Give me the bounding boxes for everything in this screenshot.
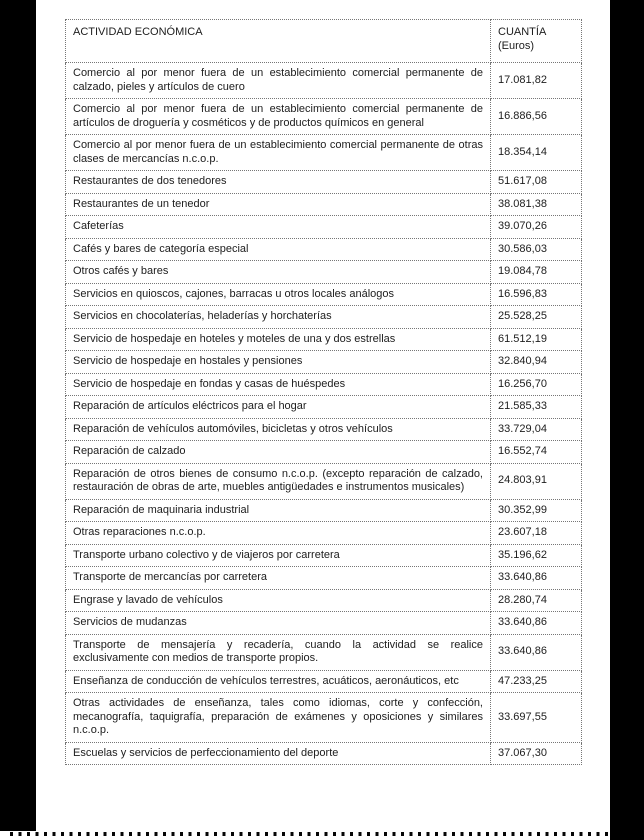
- table-header: [66, 20, 582, 63]
- activity-cell: Otras reparaciones n.c.o.p.: [66, 522, 491, 545]
- table-body: [66, 63, 582, 765]
- activity-cell: Servicio de hospedaje en hostales y pensiones: [66, 351, 491, 374]
- activity-cell: Restaurantes de un tenedor: [66, 193, 491, 216]
- activity-cell: Restaurantes de dos tenedores: [66, 171, 491, 194]
- table-row: [66, 544, 582, 567]
- activity-cell: Servicio de hospedaje en fondas y casas de huéspedes: [66, 373, 491, 396]
- activity-cell: Transporte de mensajería y recadería, cuando la actividad se realice exclusivamente con medios de transporte propios.: [66, 634, 491, 670]
- activity-cell: Servicios en quioscos, cajones, barracas u otros locales análogos: [66, 283, 491, 306]
- table-row: [66, 634, 582, 670]
- amount-cell: 32.840,94: [491, 351, 582, 374]
- activity-cell: Transporte urbano colectivo y de viajeros por carretera: [66, 544, 491, 567]
- activity-cell: Otros cafés y bares: [66, 261, 491, 284]
- table-row: [66, 522, 582, 545]
- amount-cell: 19.084,78: [491, 261, 582, 284]
- table-row: [66, 171, 582, 194]
- table-row: [66, 612, 582, 635]
- table-row: [66, 589, 582, 612]
- amount-cell: 33.640,86: [491, 567, 582, 590]
- activity-cell: Reparación de calzado: [66, 441, 491, 464]
- table-row: [66, 328, 582, 351]
- amount-cell: 24.803,91: [491, 463, 582, 499]
- header-row: [66, 20, 582, 63]
- activity-cell: Reparación de artículos eléctricos para el hogar: [66, 396, 491, 419]
- amount-cell: 23.607,18: [491, 522, 582, 545]
- header-amount-title: CUANTÍA: [498, 26, 547, 38]
- amount-cell: 16.886,56: [491, 99, 582, 135]
- amount-cell: 61.512,19: [491, 328, 582, 351]
- table-row: [66, 261, 582, 284]
- activity-cell: Servicios de mudanzas: [66, 612, 491, 635]
- activity-cell: Comercio al por menor fuera de un establecimiento comercial permanente de calzado, pieles y artículos de cuero: [66, 63, 491, 99]
- table-row: [66, 373, 582, 396]
- amount-cell: 33.697,55: [491, 693, 582, 743]
- amount-cell: 18.354,14: [491, 135, 582, 171]
- scan-margin-right: [610, 0, 644, 840]
- activity-cell: Escuelas y servicios de perfeccionamiento del deporte: [66, 742, 491, 765]
- amount-cell: 25.528,25: [491, 306, 582, 329]
- table-row: [66, 238, 582, 261]
- activity-cell: Cafeterías: [66, 216, 491, 239]
- activity-cell: Servicio de hospedaje en hoteles y moteles de una y dos estrellas: [66, 328, 491, 351]
- activity-cell: Comercio al por menor fuera de un establecimiento comercial permanente de otras clases de mercancías n.c.o.p.: [66, 135, 491, 171]
- activity-cell: Cafés y bares de categoría especial: [66, 238, 491, 261]
- table-row: [66, 351, 582, 374]
- amount-cell: 28.280,74: [491, 589, 582, 612]
- economic-activity-rates-table: [65, 19, 582, 765]
- activity-cell: Engrase y lavado de vehículos: [66, 589, 491, 612]
- header-amount-unit: (Euros): [498, 39, 535, 52]
- table-row: [66, 441, 582, 464]
- activity-cell: Reparación de otros bienes de consumo n.c.o.p. (excepto reparación de calzado, restauración de obras de arte, muebles antigüedades e instrumentos musicales): [66, 463, 491, 499]
- activity-cell: Transporte de mercancías por carretera: [66, 567, 491, 590]
- activity-cell: Otras actividades de enseñanza, tales como idiomas, corte y confección, mecanografía, taquigrafía, preparación de exámenes y oposiciones y similares n.c.o.p.: [66, 693, 491, 743]
- amount-cell: 47.233,25: [491, 670, 582, 693]
- table-row: [66, 463, 582, 499]
- table-row: [66, 670, 582, 693]
- header-activity: ACTIVIDAD ECONÓMICA: [66, 20, 491, 63]
- header-amount: [491, 20, 582, 63]
- table-row: [66, 306, 582, 329]
- amount-cell: 16.256,70: [491, 373, 582, 396]
- table-row: [66, 63, 582, 99]
- table-row: [66, 193, 582, 216]
- amount-cell: 51.617,08: [491, 171, 582, 194]
- activity-cell: Enseñanza de conducción de vehículos terrestres, acuáticos, aeronáuticos, etc: [66, 670, 491, 693]
- dotted-tear-line: [10, 832, 608, 836]
- table-row: [66, 396, 582, 419]
- activity-cell: Reparación de maquinaria industrial: [66, 499, 491, 522]
- table-row: [66, 135, 582, 171]
- table-row: [66, 567, 582, 590]
- amount-cell: 37.067,30: [491, 742, 582, 765]
- amount-cell: 21.585,33: [491, 396, 582, 419]
- table-row: [66, 499, 582, 522]
- activity-cell: Comercio al por menor fuera de un establecimiento comercial permanente de artículos de droguería y cosméticos y de productos químicos en general: [66, 99, 491, 135]
- amount-cell: 17.081,82: [491, 63, 582, 99]
- scan-margin-left: [0, 0, 36, 831]
- activity-cell: Reparación de vehículos automóviles, bicicletas y otros vehículos: [66, 418, 491, 441]
- activity-cell: Servicios en chocolaterías, heladerías y horchaterías: [66, 306, 491, 329]
- table-row: [66, 418, 582, 441]
- amount-cell: 39.070,26: [491, 216, 582, 239]
- amount-cell: 33.640,86: [491, 612, 582, 635]
- amount-cell: 16.596,83: [491, 283, 582, 306]
- amount-cell: 38.081,38: [491, 193, 582, 216]
- table-row: [66, 283, 582, 306]
- amount-cell: 33.640,86: [491, 634, 582, 670]
- amount-cell: 16.552,74: [491, 441, 582, 464]
- amount-cell: 35.196,62: [491, 544, 582, 567]
- table-row: [66, 693, 582, 743]
- amount-cell: 33.729,04: [491, 418, 582, 441]
- amount-cell: 30.586,03: [491, 238, 582, 261]
- table-row: [66, 99, 582, 135]
- table-row: [66, 742, 582, 765]
- amount-cell: 30.352,99: [491, 499, 582, 522]
- table-row: [66, 216, 582, 239]
